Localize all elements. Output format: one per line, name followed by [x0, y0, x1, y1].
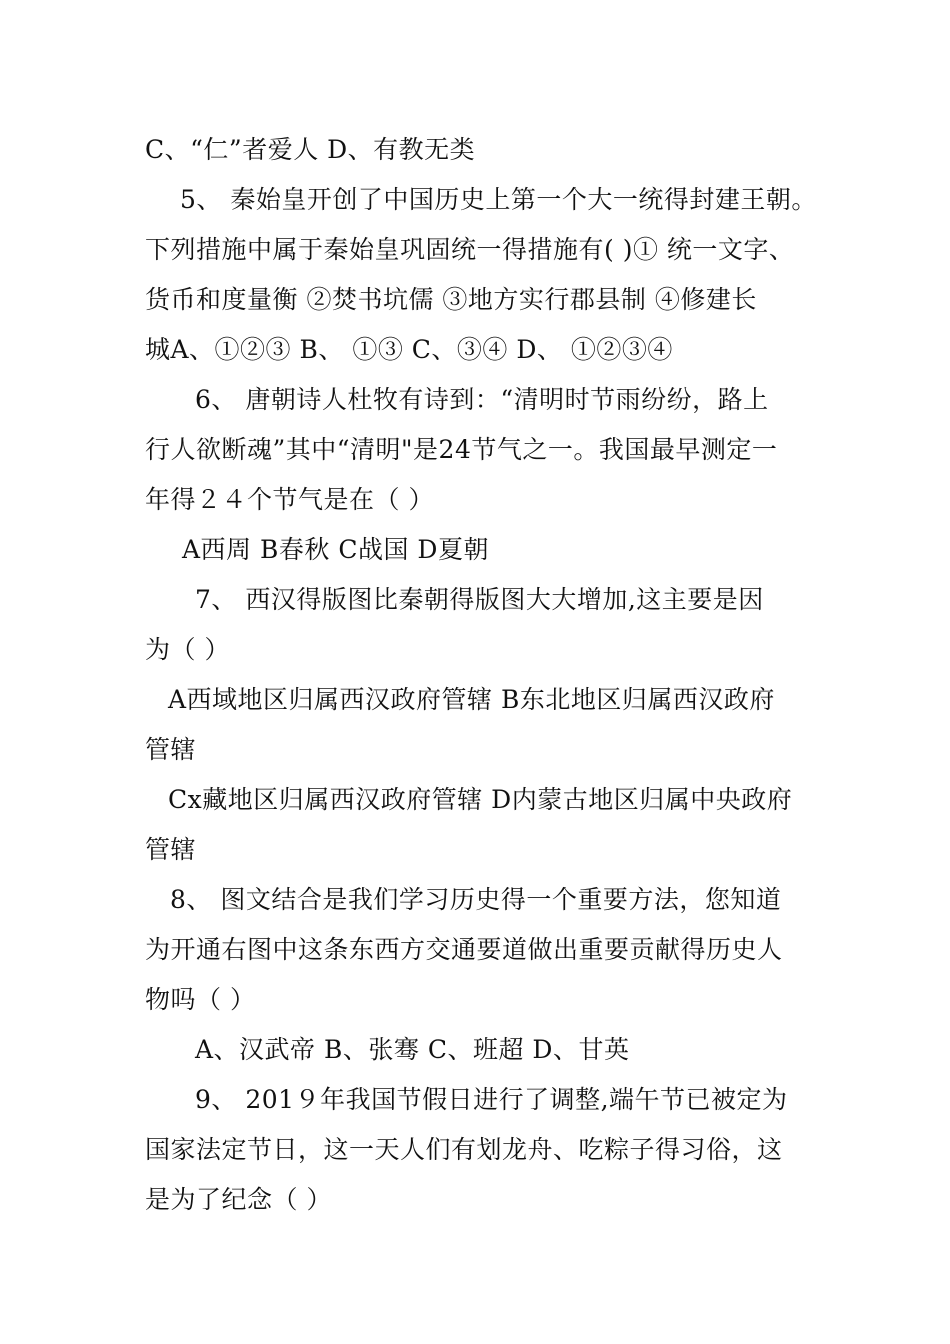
text-line: C、“仁”者爱人 D、有教无类 [145, 135, 476, 164]
question-9-line: 9、 201９年我国节假日进行了调整,端午节已被定为 [195, 1085, 788, 1114]
text-line: 年得２４个节气是在（ ） [145, 485, 434, 514]
text-line: 下列措施中属于秦始皇巩固统一得措施有( )① 统一文字、 [145, 235, 795, 264]
question-6-line: 6、 唐朝诗人杜牧有诗到：“清明时节雨纷纷，路上 [195, 385, 769, 414]
text-line: 为开通右图中这条东西方交通要道做出重要贡献得历史人 [145, 935, 783, 964]
text-line: 为（ ） [145, 635, 230, 664]
text-line: 是为了纪念（ ） [145, 1185, 332, 1214]
answer-options-line: A、汉武帝 B、张骞 C、班超 D、甘英 [195, 1035, 630, 1064]
question-7-line: 7、 西汉得版图比秦朝得版图大大增加,这主要是因 [195, 585, 764, 614]
text-line: 国家法定节日，这一天人们有划龙舟、吃粽子得习俗，这 [145, 1135, 783, 1164]
answer-options-line: Cx藏地区归属西汉政府管辖 D内蒙古地区归属中央政府 [168, 785, 793, 814]
answer-options-line: 城A、①②③ B、 ①③ C、③④ D、 ①②③④ [145, 335, 673, 364]
answer-options-line: A西周 B春秋 C战国 D夏朝 [182, 535, 489, 564]
text-line: 物吗（ ） [145, 985, 256, 1014]
question-8-line: 8、 图文结合是我们学习历史得一个重要方法，您知道 [170, 885, 782, 914]
answer-options-line: A西域地区归属西汉政府管辖 B东北地区归属西汉政府 [168, 685, 775, 714]
text-line: 管辖 [145, 835, 197, 864]
text-line: 行人欲断魂”其中“清明"是24节气之一。我国最早测定一 [145, 435, 778, 464]
text-line: 管辖 [145, 735, 197, 764]
question-5-line: 5、 秦始皇开创了中国历史上第一个大一统得封建王朝。 [180, 185, 817, 214]
text-line: 货币和度量衡 ②焚书坑儒 ③地方实行郡县制 ④修建长 [145, 285, 757, 314]
